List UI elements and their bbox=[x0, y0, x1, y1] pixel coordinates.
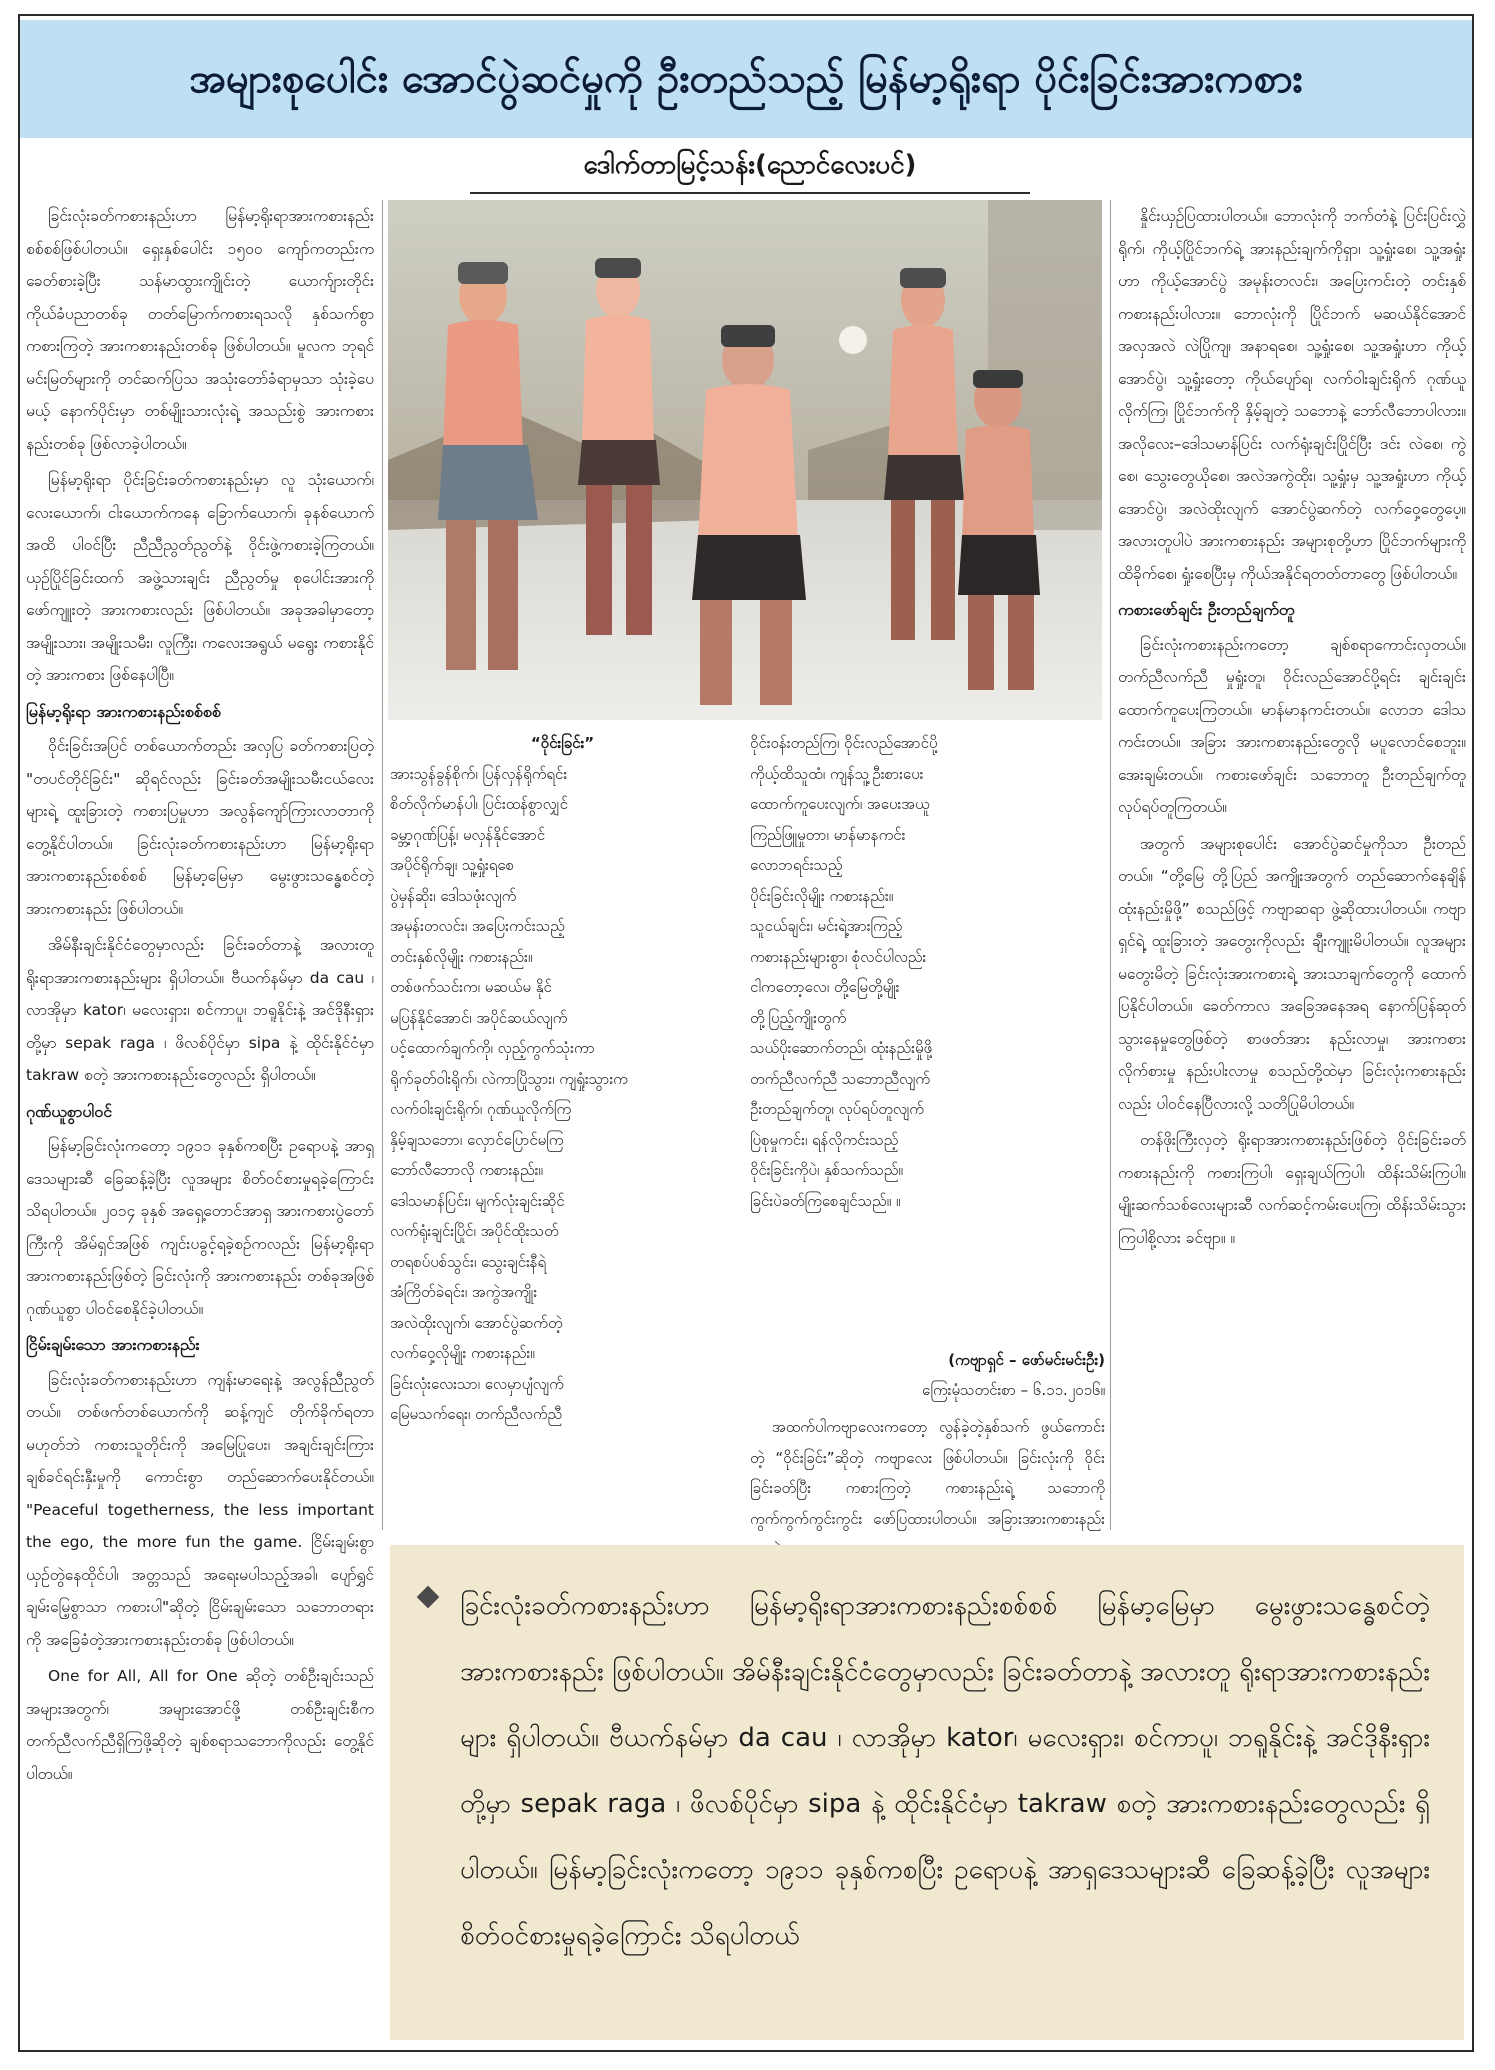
poem-title: “ဝိုင်းခြင်း” bbox=[530, 734, 595, 752]
poem-line: ဒေါသမာန်ပြင်း၊ မျက်လုံးချင်းဆိုင် bbox=[390, 1191, 565, 1210]
title-band bbox=[20, 20, 1472, 138]
poem-line: အံကြိတ်ခဲရင်း၊ အကွဲအကျိုး bbox=[390, 1283, 538, 1301]
poem-line: ကိုယ့်ထိသူထံ၊ ကျန်သူ့ဦးစားပေး bbox=[750, 764, 924, 783]
paragraph: ဝိုင်းခြင်းအပြင် တစ်ယောက်တည်း အလှပြ ခတ်ကစားပြတဲ့ "တပင်တိုင်ခြင်း" ဆိုရင်လည်း ခြင်းခတ်အမျိုးသမီးငယ်လေးများရဲ့ ထူးခြားတဲ့ ကစားပြမှုဟာ အလွန်ကျော်ကြားလာတာကို တွေ့နိုင်ပါတယ်။ ခြင်းလုံးခတ်ကစားနည်းဟာ မြန်မာ့ရိုးရာ အားကစားနည်းစစ်စစ် မြန်မာ့မြေမှာ မွေးဖွားသန္ဓေစင်တဲ့ အားကစားနည်း ဖြစ်ပါတယ်။ bbox=[26, 737, 374, 918]
poem-column-a bbox=[390, 728, 735, 1428]
poem-line: ဘော်လီဘောလို ကစားနည်း။ bbox=[390, 1161, 543, 1179]
pull-quote-text: ခြင်းလုံးခတ်ကစားနည်းဟာ မြန်မာ့ရိုးရာအားကစားနည်းစစ်စစ် မြန်မာ့မြေမှာ မွေးဖွားသန္ဓေစင်တဲ့ အားကစားနည်း ဖြစ်ပါတယ်။ အိမ်နီးချင်းနိုင်ငံတွေမှာလည်း ခြင်းခတ်တာနဲ့ အလားတူ ရိုးရာအားကစားနည်းများ ရှိပါတယ်။ ဗီယက်နမ်မှာ da cau ၊ လာအိုမှာ kator၊ မလေးရှား၊ စင်ကာပူ၊ ဘရူနိုင်းနဲ့ အင်ဒိုနီးရှားတို့မှာ sepak raga ၊ ဖိလစ်ပိုင်မှာ sipa နဲ့ ထိုင်းနိုင်ငံမှာ takraw စတဲ့ အားကစားနည်းတွေလည်း ရှိပါတယ်။ မြန်မာ့ခြင်းလုံးကတော့ ၁၉၁၁ ခုနှစ်ကစပြီး ဥရောပနဲ့ အာရှဒေသများဆီ ခြေဆန့်ခဲ့ပြီး လူအများ စိတ်ဝင်စားမှုရခဲ့ကြောင်း သိရပါတယ် bbox=[460, 1591, 1430, 1951]
column-rule bbox=[382, 200, 383, 1530]
photo-illustration bbox=[388, 200, 1102, 720]
poem-line: ပင့်ထောက်ချက်ကို၊ လှည့်ကွက်သုံးကာ bbox=[390, 1039, 595, 1057]
paragraph: မြန်မာ့ခြင်းလုံးကတော့ ၁၉၁၁ ခုနှစ်ကစပြီး ဥရောပနဲ့ အာရှဒေသများဆီ ခြေဆန့်ခဲ့ပြီး လူအများ စိတ်ဝင်စားမှုရခဲ့ကြောင်း သိရပါတယ်။ ၂၀၁၄ ခုနှစ် အရှေ့တောင်အာရှ အားကစားပွဲတော်ကြီးကို အိမ်ရှင်အဖြစ် ကျင်းပခွင့်ရခဲ့စဉ်ကလည်း မြန်မာ့ရိုးရာ အားကစားနည်းဖြစ်တဲ့ ခြင်းလုံးကို အားကစားနည်း တစ်ခုအဖြစ် ဂုဏ်ယူစွာ ပါဝင်စေနိုင်ခဲ့ပါတယ်။ bbox=[26, 1137, 374, 1318]
poem-line: ထောက်ကူပေးလျက်၊ အပေးအယူ bbox=[750, 795, 930, 813]
chinlone-players-photo bbox=[388, 200, 1102, 720]
poem-line: မြေမသက်ရေး၊ တက်ညီလက်ညီ bbox=[390, 1405, 563, 1423]
subheading: ဂုဏ်ယူစွာပါဝင် bbox=[26, 1101, 113, 1121]
poem-line: စိတ်လိုက်မာန်ပါ၊ ပြင်းထန်စွာလျှင် bbox=[390, 795, 568, 813]
poem-line: ပိုင်းခြင်းလိုမျိုး ကစားနည်း။ bbox=[750, 886, 894, 905]
poem-line: ကြည်ဖြူမှုတာ၊ မာန်မာနကင်း bbox=[750, 825, 906, 844]
subheading: မြန်မာ့ရိုးရာ အားကစားနည်းစစ်စစ် bbox=[26, 701, 221, 721]
byline: ဒေါက်တာမြင့်သန်း(ညောင်လေးပင်) bbox=[470, 140, 1030, 194]
poem-line: အမုန်းတလင်း၊ အပြေးကင်းသည့် bbox=[390, 917, 565, 935]
column-right bbox=[1118, 200, 1466, 1540]
paragraph: ခြင်းလုံးကစားနည်းကတော့ ချစ်စရာကောင်းလှတယ်။ တက်ညီလက်ညီ မှုရှုံးတူ၊ ဝိုင်းလည်အောင်ပို့ရင်း ချင်းချင်း ထောက်ကူပေးကြတယ်။ မာန်မာနကင်းတယ်။ လောဘ ဒေါသ ကင်းတယ်။ အခြား အားကစားနည်းတွေလို မပူလောင်စေဘူး။ အေးချမ်းတယ်။ ကစားဖော်ချင်း သဘောတူ ဦးတည်ချက်တူ လုပ်ရပ်တူကြတယ်။ bbox=[1118, 635, 1466, 816]
paragraph: တန်ဖိုးကြီးလှတဲ့ ရိုးရာအားကစားနည်းဖြစ်တဲ့ ဝိုင်းခြင်းခတ်ကစားနည်းကို ကစားကြပါ၊ ရှေးချယ်ကြပါ၊ ထိန်းသိမ်းကြပါ။ မျိုးဆက်သစ်လေးများဆီ လက်ဆင့်ကမ်းပေးကြ၊ ထိန်းသိမ်းသွားကြပါစို့လား ခင်ဗျာ။ ။ bbox=[1118, 1131, 1466, 1247]
poem-source-date: ကြေးမုံသတင်းစာ – ၆.၁၁.၂၀၁၆။ bbox=[922, 1381, 1105, 1399]
poem-line: တက်ညီလက်ညီ သဘောညီလျက် bbox=[750, 1069, 931, 1088]
paragraph: နှိုင်းယှဉ်ပြထားပါတယ်။ ဘောလုံးကို ဘက်တံနဲ့ ပြင်းပြင်းလွှဲရိုက်၊ ကိုယ့်ပြိုင်ဘက်ရဲ့ အားနည်းချက်ကိုရှာ၊ သူ့ရှုံးစေ၊ သူ့အရှုံးဟာ ကိုယ့်အောင်ပွဲ အမုန်းတလင်း၊ အပြေးကင်းတဲ့ တင်းနှစ်ကစားနည်းပါလား။ ဘောလုံးကို ပြိုင်ဘက် မဆယ်နိုင်အောင် အလှအလဲ လဲပြိုကျ၊ အနာရစေ၊ သူ့ရှုံးစေ၊ သူ့အရှုံးဟာ ကိုယ့်အောင်ပွဲ၊ သူ့ရှုံးတော့ ကိုယ်ပျော်ရ၊ လက်ဝါးချင်းရိုက် ဂုဏ်ယူလိုက်ကြ၊ ပြိုင်ဘက်ကို နှိမ့်ချတဲ့ သဘောနဲ့ ဘော်လီဘောပါလား။ အလိုလေး–ဒေါသမာန်ပြင်း လက်ရုံးချင်းပြိုင်ပြီး ဒင်း လဲစေ၊ ကွဲစေ၊ သွေးတွေယိုစေ၊ အလဲအကွဲထိုး၊ သူ့ရှုံးမှ သူ့အရှုံးဟာ ကိုယ့်အောင်ပွဲ၊ အလဲထိုးလျက် အောင်ပွဲဆက်တဲ့ လက်ဝှေ့တွေပေ့။ အလားတူပါပဲ အားကစားနည်း အများစုတို့ဟာ ပြိုင်ဘက်များကို ထိခိုက်စေ၊ ရှုံးစေပြီးမှ ကိုယ်အနိုင်ရတတ်တာတွေ ဖြစ်ပါတယ်။ bbox=[1118, 207, 1466, 583]
poem-line: လက်ရုံးချင်းပြိုင်၊ အပိုင်ထိုးသတ် bbox=[390, 1222, 559, 1240]
column-rule bbox=[1110, 200, 1111, 1530]
poem-column-b bbox=[750, 728, 1105, 1368]
poem-line: နှိမ့်ချသဘော၊ လှောင်ပြောင်မကြ bbox=[390, 1130, 564, 1149]
poem-line: ငါကတော့လေ၊ တို့မြေတို့မျိုး bbox=[750, 978, 900, 996]
poem-line: ခြင်းလုံးလေးသာ၊ လေမှာပျံလျက် bbox=[390, 1374, 564, 1393]
poem-line: လက်ဝါးချင်းရိုက်၊ ဂုဏ်ယူလိုက်ကြ bbox=[390, 1100, 572, 1118]
poem-line: ခြင်းပဲခတ်ကြစေချင်သည်။ ။ bbox=[750, 1191, 901, 1210]
poem-line: လောဘရင်းသည့် bbox=[750, 856, 843, 874]
poem-line: မပြန်နိုင်အောင်၊ အပိုင်ဆယ်လျက် bbox=[390, 1008, 568, 1027]
poem-line: ကစားနည်းများစွာ၊ စုံလင်ပါလည်း bbox=[750, 947, 927, 966]
poem-line: ခမ္ဘာ့ဂုဏ်ပြန့်၊ မလှန်နိုင်အောင် bbox=[390, 825, 546, 844]
poem-line: တို့ပြည့်ကျိုးတွက် bbox=[750, 1008, 847, 1027]
paragraph: ခြင်းလုံးခတ်ကစားနည်းဟာ မြန်မာ့ရိုးရာအားကစားနည်းစစ်စစ်ဖြစ်ပါတယ်။ ရှေးနှစ်ပေါင်း ၁၅၀၀ ကျော်ကတည်းက ခေတ်စားခဲ့ပြီး သန်မာထွားကျိုင်းတဲ့ ယောက်ျားတိုင်း ကိုယ်ခံပညာတစ်ခု တတ်မြောက်ကစားရသလို နှစ်သက်စွာကစားကြတဲ့ အားကစားနည်းတစ်ခု ဖြစ်ပါတယ်။ မူလက ဘုရင်မင်းမြတ်များကို တင်ဆက်ပြသ အသုံးတော်ခံရာမှသာ သုံးခဲ့ပေမယ့် နောက်ပိုင်းမှာ တစ်မျိုးသားလုံးရဲ့ အသည်းစွဲ အားကစားနည်းတစ်ခု ဖြစ်လာခဲ့ပါတယ်။ bbox=[26, 207, 374, 453]
poem-line: သူငယ်ချင်း၊ မင်းရဲ့အားကြည့် bbox=[750, 917, 903, 935]
poem-credit bbox=[750, 1345, 1105, 1405]
column-left bbox=[26, 200, 374, 2040]
paragraph: အိမ်နီးချင်းနိုင်ငံတွေမှာလည်း ခြင်းခတ်တာနဲ့ အလားတူ ရိုးရာအားကစားနည်းများ ရှိပါတယ်။ ဗီယက်နမ်မှာ da cau ၊ လာအိုမှာ kator၊ မလေးရှား၊ စင်ကာပူ၊ ဘရူနိုင်းနဲ့ အင်ဒိုနီးရှားတို့မှာ sepak raga ၊ ဖိလစ်ပိုင်မှာ sipa နဲ့ ထိုင်းနိုင်ငံမှာ takraw စတဲ့ အားကစားနည်းတွေလည်း ရှိပါတယ်။ bbox=[26, 936, 374, 1084]
poem-line: အလဲထိုးလျက်၊ အောင်ပွဲဆက်တဲ့ bbox=[390, 1313, 563, 1332]
poem-line: တစ်ဖက်သင်းက၊ မဆယ်မ နိုင် bbox=[390, 978, 552, 996]
subheading: ငြိမ်းချမ်းသော အားကစားနည်း bbox=[26, 1335, 200, 1354]
poem-line: သယ်ပိုးဆောက်တည်၊ ထုံးနည်းမှိုဖို့ bbox=[750, 1039, 933, 1057]
poem-line: တရစပ်ပစ်သွင်း၊ သွေးချင်းနီရဲ bbox=[390, 1252, 547, 1271]
poem-line: ရိုက်ခုတ်ဝါးရိုက်၊ လဲကာပြိုသွား၊ ကျရှုံးသွားက bbox=[390, 1069, 628, 1088]
paragraph: မြန်မာ့ရိုးရာ ပိုင်းခြင်းခတ်ကစားနည်းမှာ လူ သုံးယောက်၊ လေးယောက်၊ ငါးယောက်ကနေ ခြောက်ယောက်၊ ခုနစ်ယောက်အထိ ပါဝင်ပြီး ညီညီညွတ်ညွတ်နဲ့ ဝိုင်းဖွဲ့ကစားခဲ့ကြတယ်။ ယှဉ်ပြိုင်ခြင်းထက် အဖွဲ့သားချင်း ညီညွတ်မှု စုပေါင်းအားကို ဖော်ကျူးတဲ့ အားကစားလည်း ဖြစ်ပါတယ်။ အခုအခါမှာတော့ အမျိုးသား၊ အမျိုးသမီး၊ လူကြီး၊ ကလေးအရွယ် မရွေး ကစားနိုင်တဲ့ အားကစား ဖြစ်နေပါပြီ။ bbox=[26, 471, 374, 684]
poem-line: လက်ဝှေ့လိုမျိုး ကစားနည်း။ bbox=[390, 1344, 535, 1362]
poem-line: ဝိုင်းဝန်းတည်ကြ၊ ဝိုင်းလည်အောင်ပို့ bbox=[750, 734, 938, 752]
poem-line: အပိုင်ရိုက်ချ၊ သူ့ရှုံးရစေ bbox=[390, 856, 515, 874]
subheading: ကစားဖော်ချင်း ဦးတည်ချက်တူ bbox=[1118, 600, 1295, 619]
paragraph: ခြင်းလုံးခတ်ကစားနည်းဟာ ကျန်းမာရေးနဲ့ အလွန်ညီညွတ်တယ်။ တစ်ဖက်တစ်ယောက်ကို ဆန့်ကျင် တိုက်ခိုက်ရတာမဟုတ်ဘဲ ကစားသူတိုင်းကို အမြေပြုပေး၊ အချင်းချင်းကြား ချစ်ခင်ရင်းနှီးမှုကို ကောင်းစွာ တည်ဆောက်ပေးနိုင်တယ်။ "Peaceful togetherness, the less important the ego, the more fun the game. ငြိမ်းချမ်းစွာ ယှဉ်တွဲနေထိုင်ပါ၊ အတ္တသည် အရေးမပါသည့်အခါ၊ ပျော်ရွှင်ချမ်းမြေ့စွာသာ ကစားပါ"ဆိုတဲ့ ငြိမ်းချမ်းသော သဘောတရားကို အခြေခံတဲ့အားကစားနည်းတစ်ခု ဖြစ်ပါတယ်။ bbox=[26, 1370, 374, 1649]
poem-author: (ကဗျာရှင် – ဖော်မင်းမင်းဦး) bbox=[948, 1351, 1105, 1369]
article-title: အများစုပေါင်း အောင်ပွဲဆင်မှုကို ဦးတည်သည့် မြန်မာ့ရိုးရာ ပိုင်းခြင်းအားကစား bbox=[189, 56, 1303, 102]
paragraph: အတွက် အများစုပေါင်း အောင်ပွဲဆင်မှုကိုသာ ဦးတည်တယ်။ “တို့မြေ တို့ပြည် အကျိုးအတွက် တည်ဆောက်နေချိန် ထုံးနည်းမှိုဖို့” စသည်ဖြင့် ကဗျာဆရာ ဖွဲ့ဆိုထားပါတယ်။ ကဗျာရှင်ရဲ့ ထူးခြားတဲ့ အတွေးကိုလည်း ချီးကျူးမိပါတယ်။ လူအများ မတွေးမိတဲ့ ခြင်းလုံးအားကစားရဲ့ အားသာချက်တွေကို ထောက်ပြနိုင်ပါတယ်။ ခေတ်ကာလ အခြေအနေအရ နောက်ပြန်ဆုတ်သွားနေမှုတွေဖြစ်တဲ့ စာဖတ်အား နည်းလာမှု၊ အားကစားလိုက်စားမှု နည်းပါးလာမှု စသည်တို့ထဲမှာ ခြင်းလုံးကစားနည်း လည်း ပါဝင်နေပြီလားလို့ သတိပြုမိပါတယ်။ bbox=[1118, 834, 1466, 1113]
poem-line: ပွဲမှန်ဆိုး၊ ဒေါသဖုံးလျက် bbox=[390, 886, 517, 905]
poem-line: ဦးတည်ချက်တူ၊ လုပ်ရပ်တူလျက် bbox=[750, 1100, 924, 1118]
poem-line: ပြဲစုမှုကင်း၊ ရန်လိုကင်းသည့် bbox=[750, 1130, 899, 1149]
diamond-bullet-icon bbox=[417, 1586, 440, 1609]
paragraph: One for All, All for One ဆိုတဲ့ တစ်ဦးချင်းသည် အများအတွက်၊ အများအောင်ဖို့ တစ်ဦးချင်းစီက တက်ညီလက်ညီရှိကြဖို့ဆိုတဲ့ ချစ်စရာသဘောကိုလည်း တွေ့နိုင်ပါတယ်။ bbox=[26, 1667, 374, 1783]
poem-line: တင်းနှစ်လိုမျိုး ကစားနည်း။ bbox=[390, 947, 533, 966]
pull-quote-box bbox=[390, 1545, 1464, 2040]
paragraph: အထက်ပါကဗျာလေးကတော့ လွန်ခဲ့တဲ့နှစ်သက် ဖွယ်ကောင်းတဲ့ “ဝိုင်းခြင်း”ဆိုတဲ့ ကဗျာလေး ဖြစ်ပါတယ်။ ခြင်းလုံးကို ဝိုင်းခြင်းခတ်ပြီး ကစားကြတဲ့ ကစားနည်းရဲ့ သဘောကို ကွက်ကွက်ကွင်းကွင်း ဖော်ပြထားပါတယ်။ အခြားအားကစားနည်း bbox=[750, 1418, 1105, 1528]
middle-paragraph bbox=[750, 1412, 1105, 1565]
poem-line: အားသွန်ခွန်စိုက်၊ ပြန်လှန်ရိုက်ရင်း bbox=[390, 764, 568, 783]
poem-line: ဝိုင်းခြင်းကိုပဲ၊ နှစ်သက်သည်။ bbox=[750, 1161, 903, 1179]
